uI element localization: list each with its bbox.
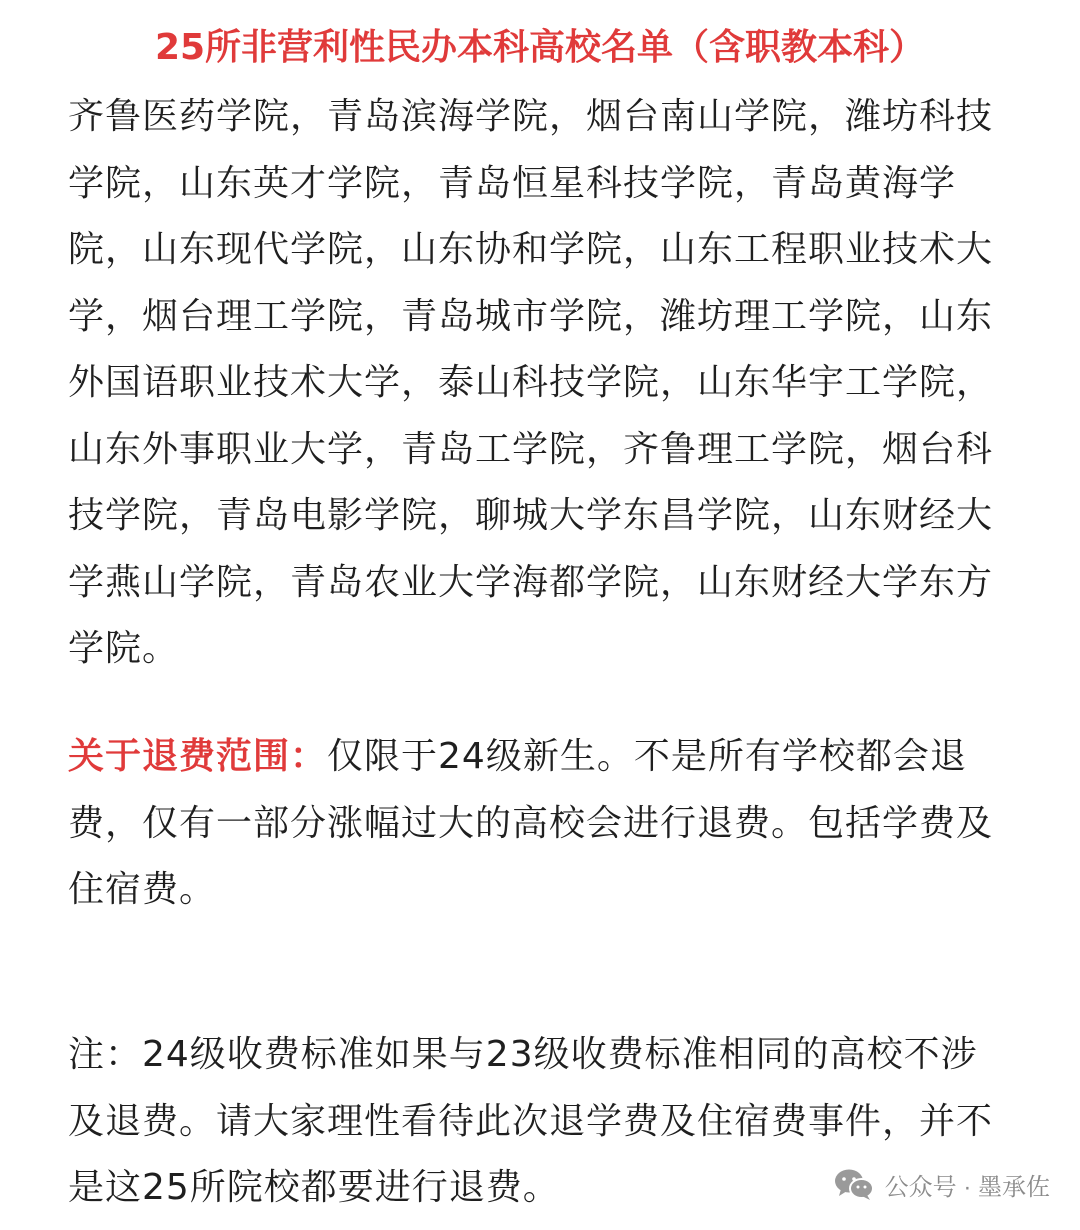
refund-scope-paragraph: [68, 724, 1013, 924]
note-paragraph: 注：24级收费标准如果与23级收费标准相同的高校不涉及退费。请大家理性看待此次退学费及住宿费事件，并不是这25所院校都要进行退费。: [68, 1034, 994, 1208]
wechat-icon: [833, 1167, 875, 1201]
refund-scope-text: 仅限于24级新生。不是所有学校都会退费，仅有一部分涨幅过大的高校会进行退费。包括学费及住宿费。: [68, 736, 994, 910]
refund-scope-label: 关于退费范围：: [68, 736, 328, 777]
page-title: 25所非营利性民办本科高校名单（含职教本科）: [154, 27, 926, 68]
watermark-text: 公众号 · 墨承佐: [884, 1173, 1050, 1201]
watermark: [833, 1164, 1050, 1204]
school-list-paragraph: 齐鲁医药学院，青岛滨海学院，烟台南山学院，潍坊科技学院，山东英才学院，青岛恒星科技学院，青岛黄海学院，山东现代学院，山东协和学院，山东工程职业技术大学，烟台理工学院，青岛城市学院，潍坊理工学院，山东外国语职业技术大学，泰山科技学院，山东华宇工学院，山东外事职业大学，青岛工学院，齐鲁理工学院，烟台科技学院，青岛电影学院，聊城大学东昌学院，山东财经大学燕山学院，青岛农业大学海都学院，山东财经大学东方学院。: [68, 96, 994, 669]
